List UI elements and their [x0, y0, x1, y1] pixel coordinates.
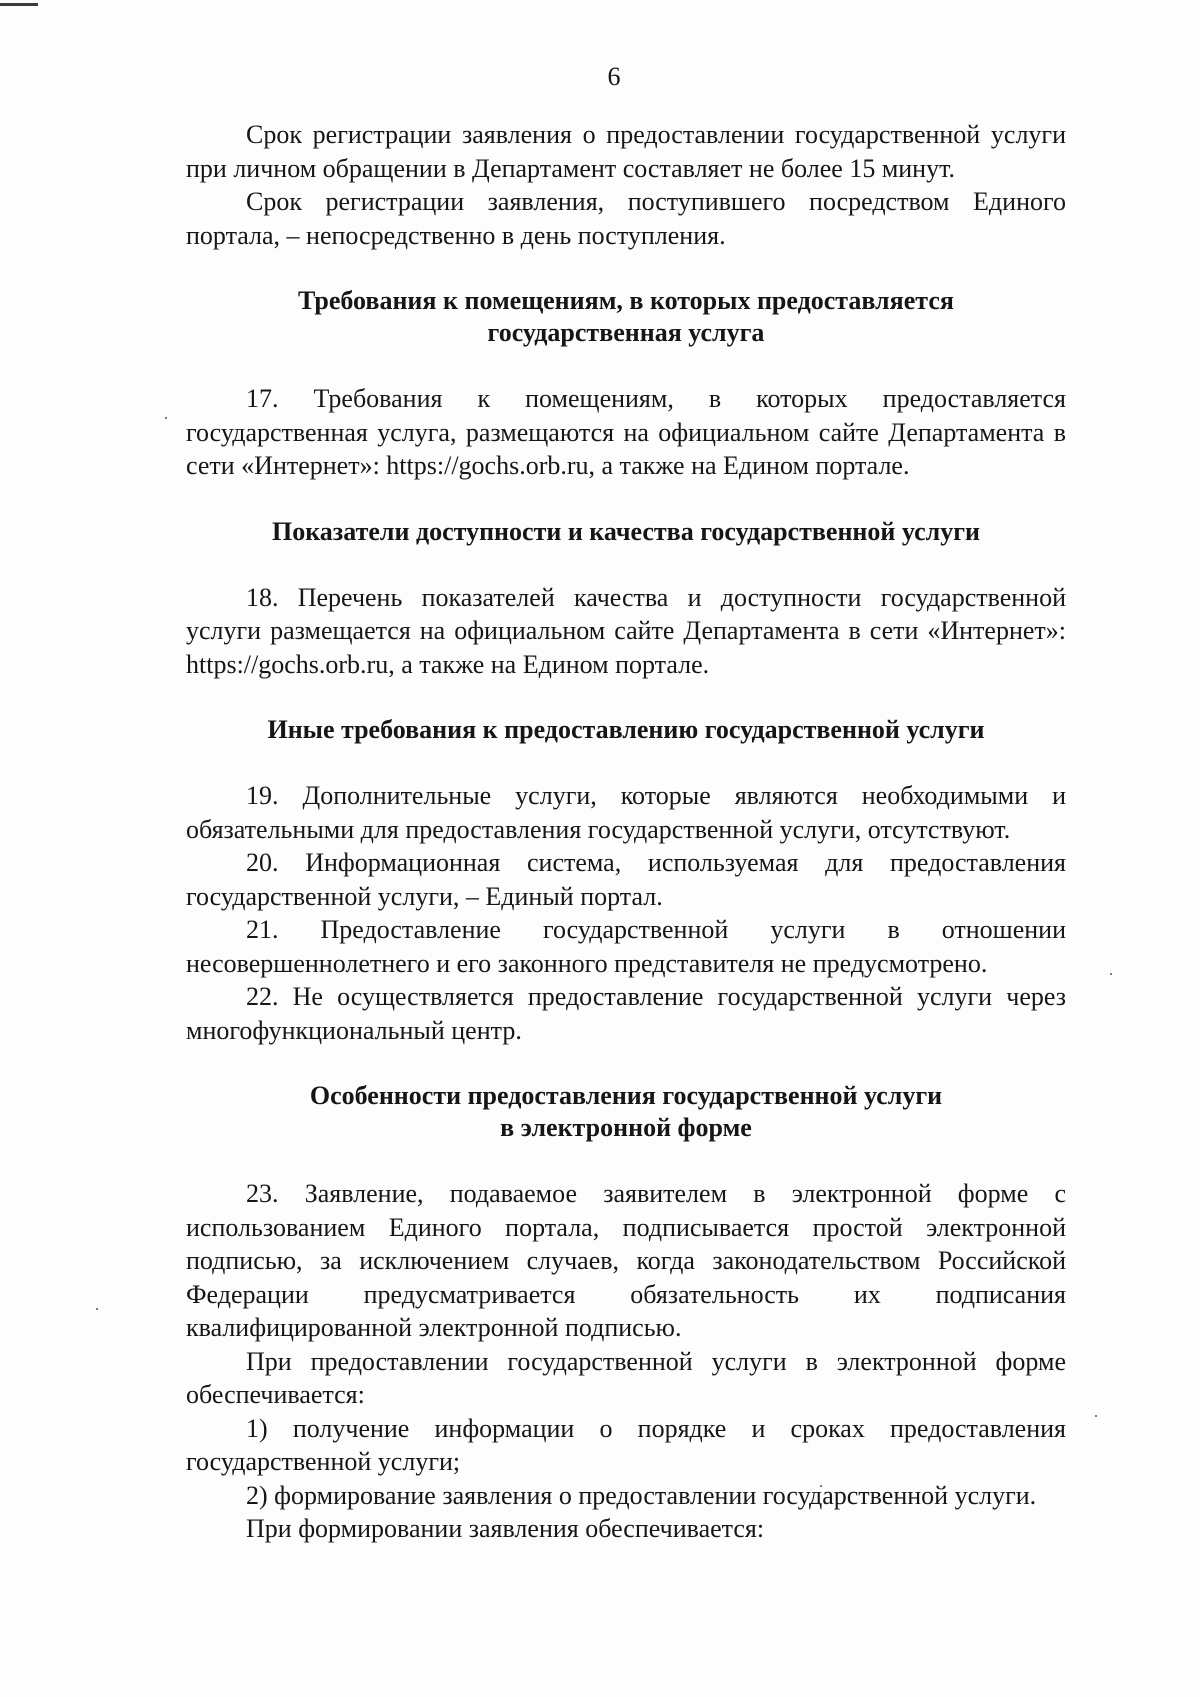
document-body [186, 118, 1066, 1546]
heading-line: Требования к помещениям, в которых предоставляется [298, 286, 954, 315]
paragraph-22: 22. Не осуществляется предоставление государственной услуги через многофункциональный центр. [186, 982, 1066, 1045]
paragraph-17: 17. Требования к помещениям, в которых предоставляется государственная услуга, размещаются на официальном сайте Департамента в сети «Интернет»: https://gochs.orb.ru, а также на Едином портале. [186, 384, 1066, 480]
list-item: 1) получение информации о порядке и сроках предоставления государственной услуги; [186, 1413, 1066, 1476]
paragraph-19: 19. Дополнительные услуги, которые являются необходимыми и обязательными для предоставления государственной услуги, отсутствуют. [186, 781, 1066, 844]
heading-line: Показатели доступности и качества государственной услуги [271, 516, 981, 546]
scan-speck [96, 1308, 98, 1310]
list-item: 2) формирование заявления о предоставлении государственной услуги. [246, 1480, 1037, 1510]
paragraph: При формировании заявления обеспечивается: [246, 1514, 765, 1543]
scan-speck [1095, 1415, 1097, 1417]
paragraph-20: 20. Информационная система, используемая для предоставления государственной услуги, – Единый портал. [186, 848, 1066, 911]
section-heading [186, 516, 1066, 548]
heading-line: Особенности предоставления государственной услуги [309, 1081, 943, 1110]
heading-line: государственная услуга [487, 318, 765, 347]
section-heading [186, 285, 1066, 349]
heading-line: в электронной форме [500, 1113, 752, 1142]
paragraph-21: 21. Предоставление государственной услуги в отношении несовершеннолетнего и его законного представителя не предусмотрено. [186, 915, 1066, 978]
heading-line: Иные требования к предоставлению государственной услуги [267, 715, 985, 744]
paragraph-18: 18. Перечень показателей качества и доступности государственной услуги размещается на официальном сайте Департамента в сети «Интернет»: https://gochs.orb.ru, а также на Едином портале. [186, 582, 1066, 679]
scan-speck [1110, 973, 1112, 975]
paragraph-23: 23. Заявление, подаваемое заявителем в электронной форме с использованием Единого портала, подписывается простой электронной подписью, за исключением случаев, когда законодательством Российской Федерации предусматривается обязательность их подписания квалифицированной электронной подписью. [186, 1179, 1066, 1342]
page-number: 6 [607, 62, 621, 91]
section-heading [186, 714, 1066, 746]
section-heading [186, 1080, 1066, 1144]
paragraph: При предоставлении государственной услуги в электронной форме обеспечивается: [186, 1346, 1066, 1409]
paragraph: Срок регистрации заявления, поступившего посредством Единого портала, – непосредственно в день поступления. [186, 187, 1066, 250]
scan-speck [165, 417, 167, 419]
scan-edge-mark [0, 3, 38, 6]
paragraph: Срок регистрации заявления о предоставлении государственной услуги при личном обращении в Департамент составляет не более 15 минут. [186, 120, 1066, 183]
